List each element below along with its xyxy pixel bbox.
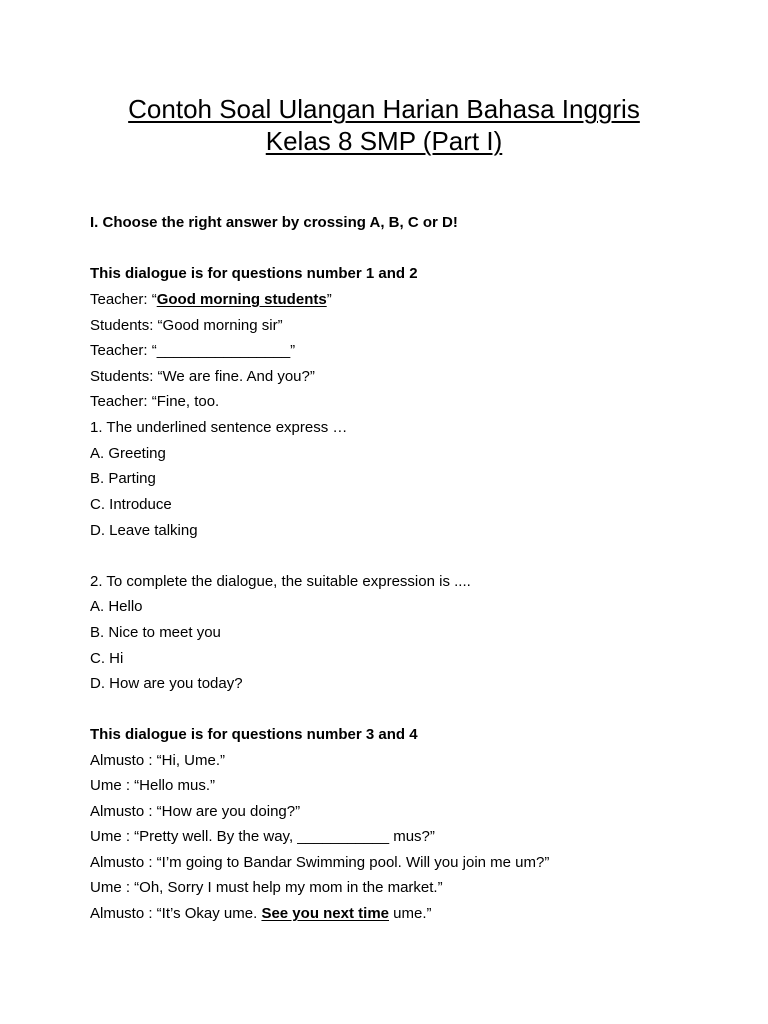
dialogue1-teacher-line2: Teacher: “________________” [90,342,296,359]
q2-option-a: A. Hello [90,598,143,615]
dialogue1-students-line1: Students: “Good morning sir” [90,317,283,334]
question-1: 1. The underlined sentence express … [90,419,348,436]
dialogue2-line: Almusto : “Hi, Ume.” [90,752,226,769]
question-2: 2. To complete the dialogue, the suitable expression is .... [90,573,471,590]
document-title-line1: Contoh Soal Ulangan Harian Bahasa Inggris [128,94,640,124]
teacher-prefix: Teacher: “ [90,291,157,308]
instruction: I. Choose the right answer by crossing A, B, C or D! [90,214,458,231]
dialogue2-line: Ume : “Oh, Sorry I must help my mom in the market.” [90,879,443,896]
dialogue2-last-line [90,905,432,923]
last-line-suffix: ume.” [389,905,432,922]
document-title-line2: Kelas 8 SMP (Part I) [265,126,503,156]
q2-option-b: B. Nice to meet you [90,624,221,641]
teacher-suffix: ” [326,291,332,308]
dialogue2-line: Almusto : “I’m going to Bandar Swimming pool. Will you join me um?” [90,854,550,871]
q1-option-c: C. Introduce [90,496,172,513]
last-line-prefix: Almusto : “It’s Okay ume. [90,905,262,922]
dialogue2-line: Ume : “Hello mus.” [90,777,216,794]
q2-option-d: D. How are you today? [90,675,243,692]
dialogue1-students-line2: Students: “We are fine. And you?” [90,368,315,385]
q2-option-c: C. Hi [90,650,124,667]
dialogue1-teacher-line1 [90,291,332,309]
dialogue2-line: Ume : “Pretty well. By the way, ___________ mus?” [90,828,435,845]
q1-option-d: D. Leave talking [90,522,198,539]
dialogue2-heading: This dialogue is for questions number 3 and 4 [90,726,418,743]
dialogue1-heading: This dialogue is for questions number 1 and 2 [90,265,418,282]
underlined-greeting: Good morning students [156,291,327,308]
q1-option-a: A. Greeting [90,445,166,462]
dialogue1-teacher-line3: Teacher: “Fine, too. [90,393,220,410]
underlined-parting: See you next time [261,905,389,922]
q1-option-b: B. Parting [90,470,156,487]
dialogue2-line: Almusto : “How are you doing?” [90,803,301,820]
